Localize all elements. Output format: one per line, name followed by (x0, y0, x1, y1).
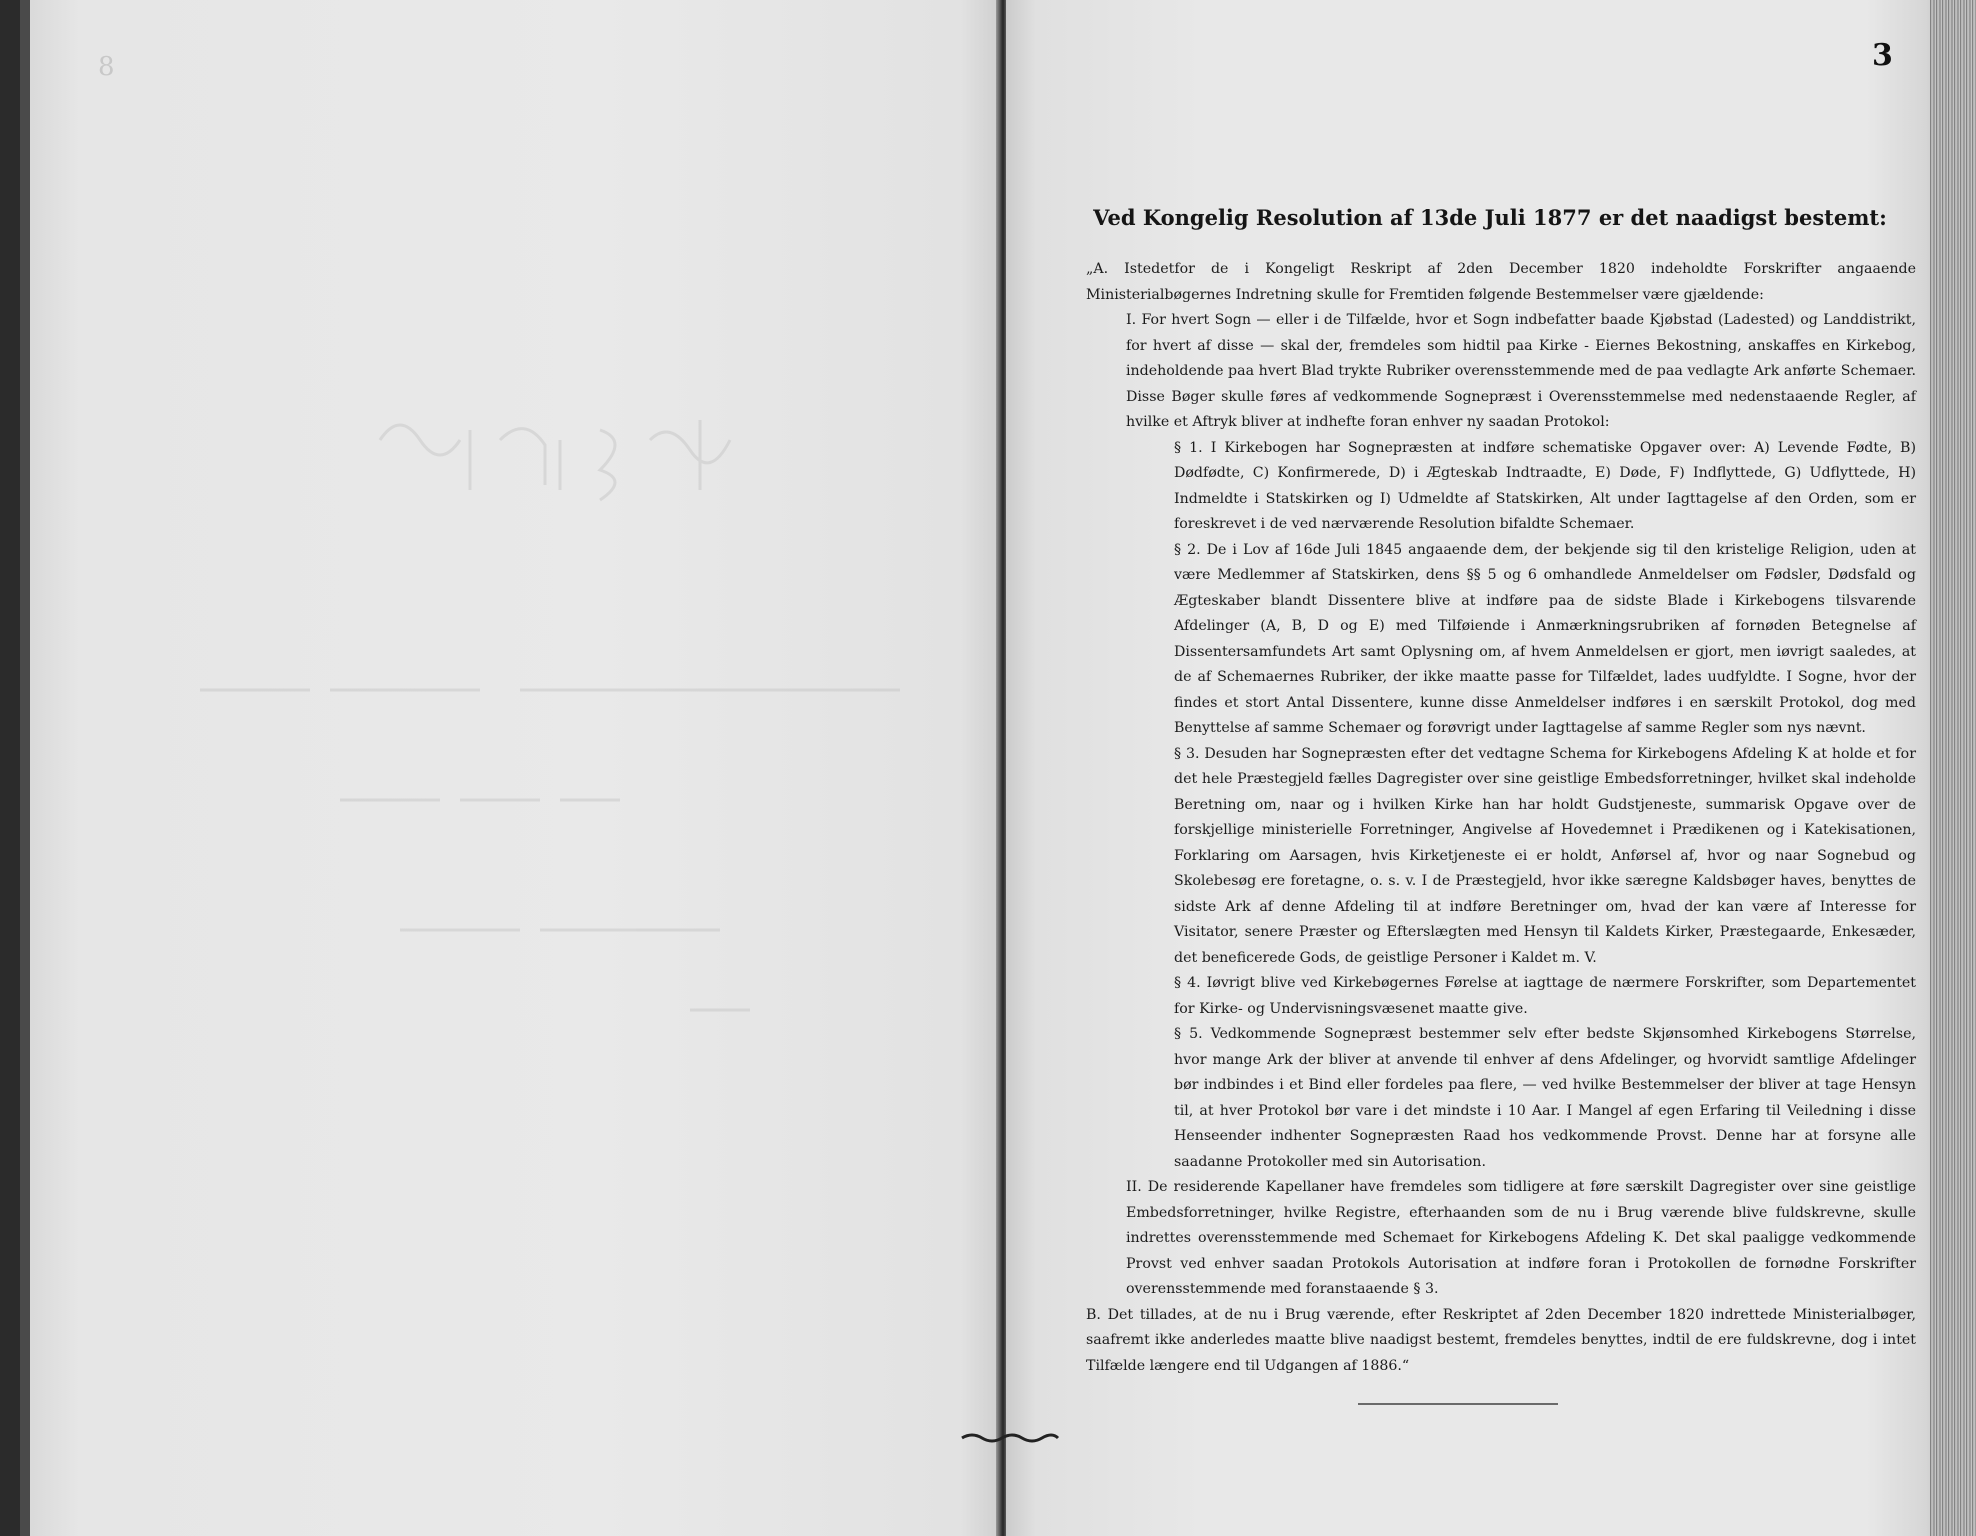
section-paragraph-1: § 1. I Kirkebogen har Sognepræsten at indføre schematiske Opgaver over: A) Levende Fødte, B) Dødfødte, C) Konfirmerede, D) i Ægteskab Indtraadte, E) Døde, F) Indflyttede, G) Udflyttede, H) Indmeldte i Statskirken og I) Udmeldte af Statskirken, Alt under Iagttagelse af den Orden, som er foreskrevet i de ved nærværende Resolution bifaldte Schemaer. (1174, 439, 1916, 532)
resolution-body (1086, 257, 1916, 1379)
section-i: I. For hvert Sogn — eller i de Tilfælde, hvor et Sogn indbefatter baade Kjøbstad (Ladested) og Landdistrikt, for hvert af disse — skal der, fremdeles som hidtil paa Kirke - Eiernes Bekostning, anskaffes en Kirkebog, indeholdende paa hvert Blad trykte Rubriker overensstemmende med de paa vedlagte Ark anførte Schemaer. Disse Bøger skulle føres af vedkommende Sognepræst i Overensstemmelse med nedenstaaende Regler, af hvilke et Aftryk bliver at indhefte foran enhver ny saadan Protokol: (1126, 312, 1916, 430)
section-paragraph-2: § 2. De i Lov af 16de Juli 1845 angaaende dem, der bekjende sig til den kristelige Religion, uden at være Medlemmer af Statskirken, dens §§ 5 og 6 omhandlede Anmeldelser om Fødsler, Dødsfald og Ægteskaber blandt Dissentere blive at indføre paa de sidste Blade i Kirkebogens tilsvarende Afdelinger (A, B, D og E) med Tilføiende i Anmærkningsrubriken af fornøden Betegnelse af Dissentersamfundets Art samt Oplysning om, af hvem Anmeldelsen er gjort, men iøvrigt saaledes, at de af Schemaernes Rubriker, der ikke maatte passe for Tilfældet, lades uudfyldte. I Sogne, hvor der findes et stort Antal Dissentere, kunne disse Anmeldelser indføres i en særskilt Protokol, dog med Benyttelse af samme Schemaer og forøvrigt under Iagttagelse af samme Regler som nys nævnt. (1174, 541, 1916, 736)
section-paragraph-3: § 3. Desuden har Sognepræsten efter det vedtagne Schema for Kirkebogens Afdeling K at holde et for det hele Præstegjeld fælles Dagregister over sine geistlige Embedsforretninger, hvilket skal indeholde Beretning om, naar og i hvilken Kirke han har holdt Gudstjeneste, summarisk Opgave over de forskjellige ministerielle Forretninger, Angivelse af Hovedemnet i Prædikenen og i Katekisationen, Forklaring om Aarsagen, hvis Kirketjeneste ei er holdt, Anførsel af, hvor og naar Sognebud og Skolebesøg ere foretagne, o. s. v. I de Præstegjeld, hvor ikke særegne Kaldsbøger haves, benyttes de sidste Ark af denne Afdeling til at indføre Beretninger om, hvad der kan være af Interesse for Visitator, senere Præster og Efterslægten med Hensyn til Kaldets Kirker, Præstegaarde, Enkesæder, det beneficerede Gods, de geistlige Personer i Kaldet m. V. (1174, 745, 1916, 966)
paragraph-b: B. Det tillades, at de nu i Brug værende, efter Reskriptet af 2den December 1820 indrettede Ministerialbøger, saafremt ikke anderledes maatte blive naadigst bestemt, fremdeles benyttes, indtil de ere fuldskrevne, dog i intet Tilfælde længere end til Udgangen af 1886.“ (1086, 1306, 1916, 1374)
ink-smudge (960, 1430, 1060, 1444)
section-paragraph-5: § 5. Vedkommende Sognepræst bestemmer selv efter bedste Skjønsomhed Kirkebogens Størrelse, hvor mange Ark der bliver at anvende til enhver af dens Afdelinger, og hvorvidt samtlige Afdelinger bør indbindes i et Bind eller fordeles paa flere, — ved hvilke Bestemmelser der bliver at tage Hensyn til, at hver Protokol bør vare i det mindste i 10 Aar. I Mangel af egen Erfaring til Veiledning i disse Henseender indhenter Sognepræsten Raad hos vedkommende Provst. Denne har at forsyne alle saadanne Protokoller med sin Autorisation. (1174, 1026, 1916, 1170)
closing-rule (1358, 1403, 1558, 1405)
resolution-heading: Ved Kongelig Resolution af 13de Juli 1877 er det naadigst bestemt: (1093, 205, 1887, 230)
page-number: 3 (1872, 38, 1893, 73)
ghost-title-strokes (380, 420, 730, 500)
section-paragraph-4: § 4. Iøvrigt blive ved Kirkebøgernes Førelse at iagttage de nærmere Forskrifter, som Departementet for Kirke- og Undervisningsvæsenet maatte give. (1174, 975, 1916, 1017)
page-stack-edge (1930, 0, 1976, 1536)
left-page-number: 8 (98, 52, 115, 82)
paragraph-a: „A. Istedetfor de i Kongeligt Reskript af 2den December 1820 indeholdte Forskrifter angaaende Ministerialbøgernes Indretning skulle for Fremtiden følgende Bestemmelser være gjældende: (1086, 261, 1916, 303)
section-ii: II. De residerende Kapellaner have fremdeles som tidligere at føre særskilt Dagregister over sine geistlige Embedsforretninger, hvilke Registre, efterhaanden som de nu i Brug værende blive fuldskrevne, skulle indrettes overensstemmende med Schemaet for Kirkebogens Afdeling K. Det skal paaligge vedkommende Provst ved enhver saadan Protokols Autorisation at indføre foran i Protokollen de fornødne Forskrifter overensstemmende med foranstaaende § 3. (1126, 1179, 1916, 1297)
